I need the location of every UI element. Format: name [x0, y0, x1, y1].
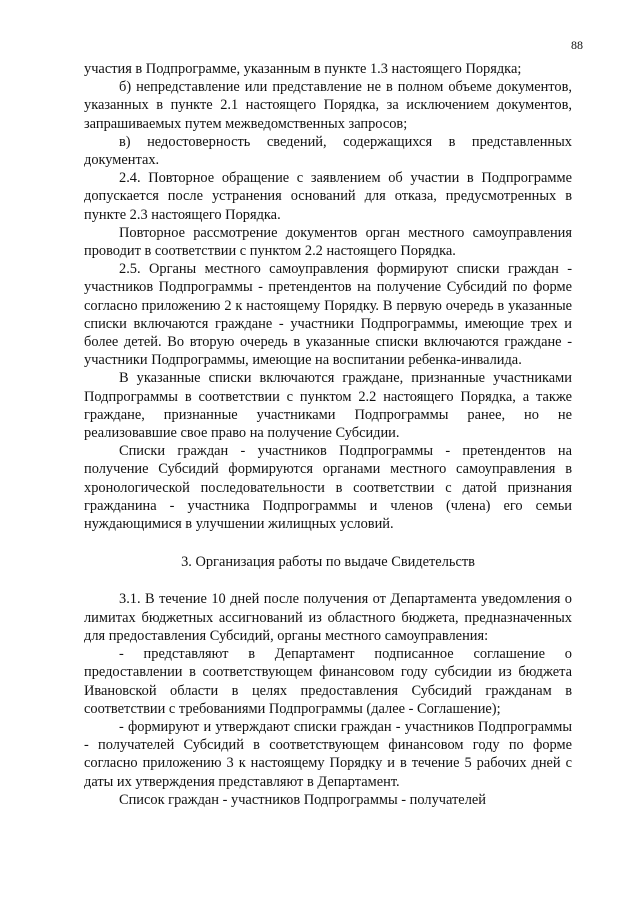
paragraph-list-recipients: Список граждан - участников Подпрограммы - получателей	[119, 791, 486, 808]
paragraph-item-b: б) непредставление или представление не в полном объеме документов, указанных в пункте 2.1 настоящего Порядка, за исключением документов, запрашиваемых путем межведомственных запросов;	[84, 79, 572, 132]
paragraph-lists-chronology: Списки граждан - участников Подпрограммы - претендентов на получение Субсидий формируются органами местного самоуправления в хронологической последовательности в соответствии с датой признания гражданина - участника Подпрограммы и членов (члена) его семьи нуждающимися в улучшении жилищных условий.	[84, 443, 572, 533]
paragraph-3-1: 3.1. В течение 10 дней после получения от Департамента уведомления о лимитах бюджетных ассигнований из областного бюджета, предназначенных для предоставления Субсидий, органы местного самоуправления:	[84, 591, 572, 644]
paragraph-2-4: 2.4. Повторное обращение с заявлением об участии в Подпрограмме допускается после устранения оснований для отказа, предусмотренных в пункте 2.3 настоящего Порядка.	[84, 170, 572, 223]
paragraph-continuation: участия в Подпрограмме, указанным в пункте 1.3 настоящего Порядка;	[84, 61, 522, 77]
paragraph-bullet-agreement: - представляют в Департамент подписанное соглашение о предоставлении в соответствующем финансовом году субсидии из бюджета Ивановской области в целях предоставления Субсидий гражданам в соответствии с требованиями Подпрограммы (далее - Соглашение);	[84, 646, 572, 717]
section-heading: 3. Организация работы по выдаче Свидетельств	[181, 554, 475, 571]
paragraph-2-5: 2.5. Органы местного самоуправления формируют списки граждан - участников Подпрограммы - претендентов на получение Субсидий по форме согласно приложению 2 к настоящему Порядку. В первую очередь в указанные списки включаются граждане - участники Подпрограммы, имеющие трех и более детей. Во вторую очередь в указанные списки включаются граждане - участники Подпрограммы, имеющие на воспитании ребенка-инвалида.	[84, 261, 572, 369]
paragraph-bullet-lists: - формируют и утверждают списки граждан - участников Подпрограммы - получателей Субсидий в соответствующем финансовом году по форме согласно приложению 3 к настоящему Порядку и в течение 5 рабочих дней с даты их утверждения представляют в Департамент.	[84, 718, 572, 790]
page-number: 88	[571, 38, 583, 52]
paragraph-lists-inclusion: В указанные списки включаются граждане, признанные участниками Подпрограммы в соответствии с пунктом 2.2 настоящего Порядка, а также граждане, признанные участниками Подпрограммы ранее, но не реализовавшие свое право на получение Субсидии.	[84, 370, 572, 442]
document-body	[84, 60, 572, 809]
paragraph-item-v: в) недостоверность сведений, содержащихся в представленных документах.	[84, 133, 572, 169]
paragraph-repeat-review: Повторное рассмотрение документов орган местного самоуправления проводит в соответствии с пунктом 2.2 настоящего Порядка.	[84, 224, 572, 260]
